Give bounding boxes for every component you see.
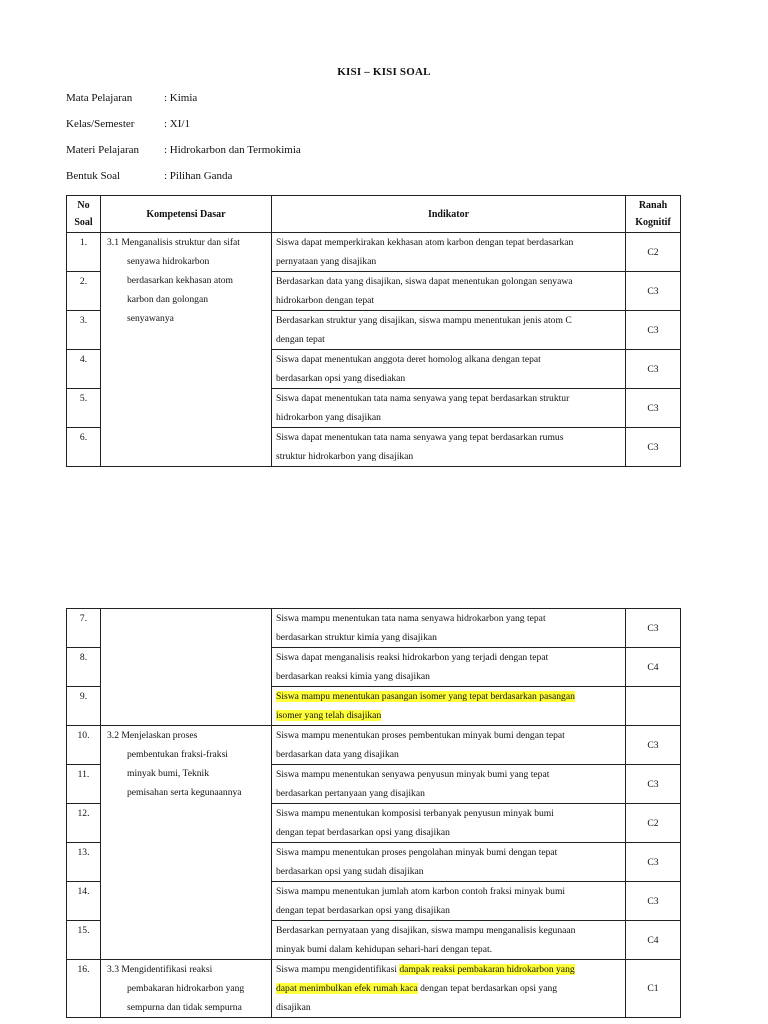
- row-no: 4.: [67, 350, 101, 389]
- kompetensi-dasar-3-1: 3.1 Menganalisis struktur dan sifat senyawa hidrokarbon berdasarkan kekhasan atom karbon dan golongan senyawanya: [101, 233, 272, 467]
- header-ranah-kognitif: Ranah Kognitif: [626, 196, 681, 233]
- meta-materi: Materi Pelajaran : Hidrokarbon dan Termokimia: [66, 144, 301, 156]
- row-no: 5.: [67, 389, 101, 428]
- meta-mata-pelajaran: Mata Pelajaran : Kimia: [66, 92, 198, 104]
- row-ranah: C2: [626, 233, 681, 272]
- row-ranah: C3: [626, 389, 681, 428]
- row-no: 10.: [67, 726, 101, 765]
- row-ranah: C3: [626, 882, 681, 921]
- document-title: KISI – KISI SOAL: [337, 66, 431, 78]
- row-indikator: Siswa dapat menentukan tata nama senyawa yang tepat berdasarkan struktur hidrokarbon yang disajikan: [272, 389, 626, 428]
- header-indikator: Indikator: [272, 196, 626, 233]
- row-ranah: C4: [626, 921, 681, 960]
- row-ranah: [626, 687, 681, 726]
- row-indikator: Siswa dapat menentukan anggota deret homolog alkana dengan tepat berdasarkan opsi yang disediakan: [272, 350, 626, 389]
- meta-bentuk-soal: Bentuk Soal : Pilihan Ganda: [66, 170, 233, 182]
- row-no: 1.: [67, 233, 101, 272]
- table-row: [67, 726, 681, 765]
- row-ranah: C1: [626, 960, 681, 1018]
- row-ranah: C3: [626, 311, 681, 350]
- row-indikator: Berdasarkan pernyataan yang disajikan, siswa mampu menganalisis kegunaan minyak bumi dalam kehidupan sehari-hari dengan tepat.: [272, 921, 626, 960]
- row-ranah: C4: [626, 648, 681, 687]
- kompetensi-dasar-3-2: 3.2 Menjelaskan proses pembentukan fraksi-fraksi minyak bumi, Teknik pemisahan serta kegunaannya: [101, 726, 272, 960]
- row-no: 8.: [67, 648, 101, 687]
- row-indikator-highlighted: Siswa mampu menentukan pasangan isomer yang tepat berdasarkan pasangan isomer yang telah disajikan: [272, 687, 626, 726]
- row-indikator: Siswa dapat memperkirakan kekhasan atom karbon dengan tepat berdasarkan pernyataan yang disajikan: [272, 233, 626, 272]
- table-header-row: [67, 196, 681, 233]
- row-indikator: Siswa mampu mengidentifikasi dampak reaksi pembakaran hidrokarbon yang dapat menimbulkan efek rumah kaca dengan tepat berdasarkan opsi yang disajikan: [272, 960, 626, 1018]
- row-no: 11.: [67, 765, 101, 804]
- row-ranah: C3: [626, 350, 681, 389]
- row-ranah: C3: [626, 765, 681, 804]
- row-indikator: Siswa dapat menganalisis reaksi hidrokarbon yang terjadi dengan tepat berdasarkan reaksi kimia yang disajikan: [272, 648, 626, 687]
- table-row: [67, 960, 681, 1018]
- row-no: 2.: [67, 272, 101, 311]
- row-indikator: Siswa mampu menentukan jumlah atom karbon contoh fraksi minyak bumi dengan tepat berdasarkan opsi yang disajikan: [272, 882, 626, 921]
- row-ranah: C2: [626, 804, 681, 843]
- row-indikator: Siswa mampu menentukan tata nama senyawa hidrokarbon yang tepat berdasarkan struktur kimia yang disajikan: [272, 609, 626, 648]
- row-no: 6.: [67, 428, 101, 467]
- row-indikator: Siswa mampu menentukan proses pembentukan minyak bumi dengan tepat berdasarkan data yang disajikan: [272, 726, 626, 765]
- header-kompetensi-dasar: Kompetensi Dasar: [101, 196, 272, 233]
- row-no: 9.: [67, 687, 101, 726]
- row-ranah: C3: [626, 428, 681, 467]
- row-ranah: C3: [626, 726, 681, 765]
- kisi-table-2: [66, 608, 681, 1018]
- row-no: 7.: [67, 609, 101, 648]
- row-no: 3.: [67, 311, 101, 350]
- kisi-table-1: [66, 195, 681, 467]
- row-indikator: Berdasarkan struktur yang disajikan, siswa mampu menentukan jenis atom C dengan tepat: [272, 311, 626, 350]
- row-ranah: C3: [626, 843, 681, 882]
- row-no: 15.: [67, 921, 101, 960]
- row-no: 14.: [67, 882, 101, 921]
- row-ranah: C3: [626, 272, 681, 311]
- row-indikator: Siswa mampu menentukan senyawa penyusun minyak bumi yang tepat berdasarkan pertanyaan yang disajikan: [272, 765, 626, 804]
- kompetensi-dasar-empty: [101, 609, 272, 726]
- row-no: 13.: [67, 843, 101, 882]
- row-indikator: Siswa mampu menentukan komposisi terbanyak penyusun minyak bumi dengan tepat berdasarkan opsi yang disajikan: [272, 804, 626, 843]
- header-no-soal: No Soal: [67, 196, 101, 233]
- meta-kelas-semester: Kelas/Semester : XI/1: [66, 118, 190, 130]
- kompetensi-dasar-3-3: 3.3 Mengidentifikasi reaksi pembakaran hidrokarbon yang sempurna dan tidak sempurna: [101, 960, 272, 1018]
- table-row: [67, 233, 681, 272]
- row-no: 12.: [67, 804, 101, 843]
- row-indikator: Siswa mampu menentukan proses pengolahan minyak bumi dengan tepat berdasarkan opsi yang sudah disajikan: [272, 843, 626, 882]
- row-indikator: Siswa dapat menentukan tata nama senyawa yang tepat berdasarkan rumus struktur hidrokarbon yang disajikan: [272, 428, 626, 467]
- table-row: [67, 609, 681, 648]
- row-ranah: C3: [626, 609, 681, 648]
- row-indikator: Berdasarkan data yang disajikan, siswa dapat menentukan golongan senyawa hidrokarbon dengan tepat: [272, 272, 626, 311]
- row-no: 16.: [67, 960, 101, 1018]
